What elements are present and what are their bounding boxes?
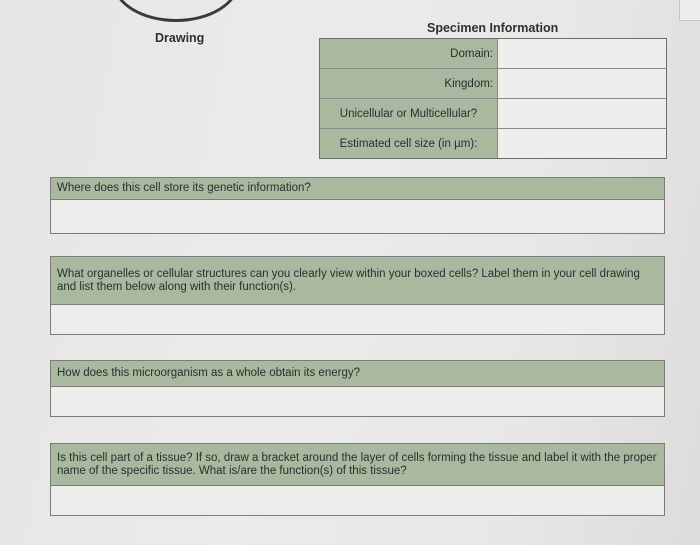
question-prompt: Is this cell part of a tissue? If so, draw a bracket around the layer of cells forming the tissue and label it with the proper name of the specific tissue. What is/are the function(s) of this tissue? xyxy=(51,444,664,486)
question-genetic-info xyxy=(50,177,665,234)
cell-size-field[interactable] xyxy=(498,129,666,158)
kingdom-label: Kingdom: xyxy=(320,69,498,98)
drawing-circle xyxy=(112,0,240,22)
question-prompt: Where does this cell store its genetic information? xyxy=(51,178,664,200)
specimen-info-title: Specimen Information xyxy=(427,21,559,35)
answer-field[interactable] xyxy=(51,305,664,334)
domain-label: Domain: xyxy=(320,39,498,68)
cell-size-label: Estimated cell size (in µm): xyxy=(320,129,498,158)
question-tissue xyxy=(50,443,665,516)
cellularity-field[interactable] xyxy=(498,99,666,128)
question-energy xyxy=(50,360,665,417)
question-prompt: What organelles or cellular structures can you clearly view within your boxed cells? Label them in your cell drawing and list them below along with their function(s). xyxy=(51,257,664,305)
cellularity-label: Unicellular or Multicellular? xyxy=(320,99,498,128)
question-organelles xyxy=(50,256,665,335)
page-corner xyxy=(679,0,700,21)
specimen-row-cellularity xyxy=(320,99,666,129)
kingdom-field[interactable] xyxy=(498,69,666,98)
specimen-row-domain xyxy=(320,39,666,69)
specimen-row-kingdom xyxy=(320,69,666,99)
drawing-label: Drawing xyxy=(155,31,205,45)
answer-field[interactable] xyxy=(51,200,664,233)
answer-field[interactable] xyxy=(51,486,664,515)
domain-field[interactable] xyxy=(498,39,666,68)
question-prompt: How does this microorganism as a whole obtain its energy? xyxy=(51,361,664,387)
answer-field[interactable] xyxy=(51,387,664,416)
specimen-info-table xyxy=(319,38,667,159)
specimen-row-cell-size xyxy=(320,129,666,158)
